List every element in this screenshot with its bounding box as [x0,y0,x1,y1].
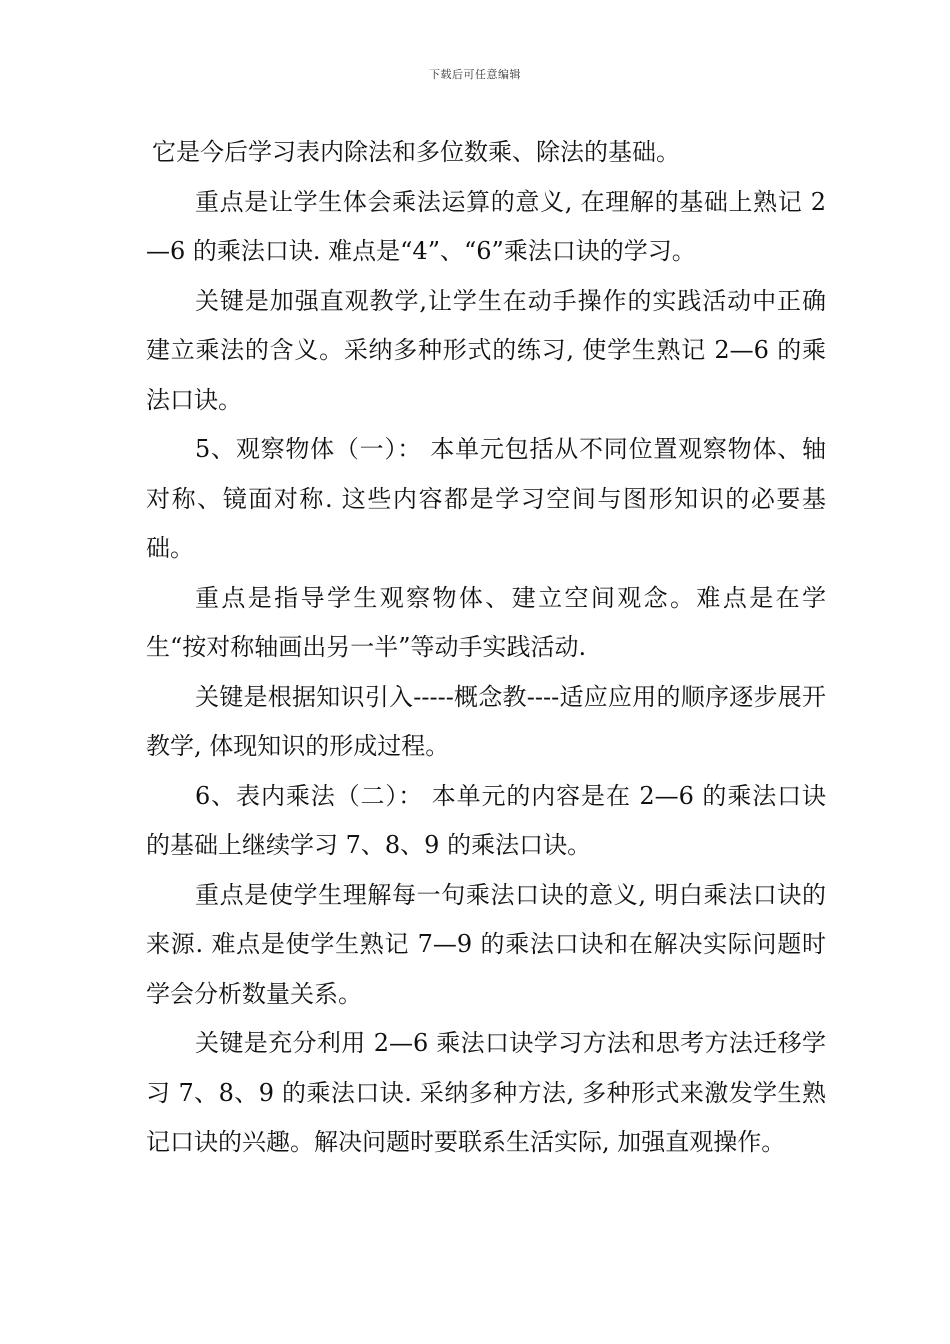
paragraph-9: 关键是充分利用 2—6 乘法口诀学习方法和思考方法迁移学习 7、8、9 的乘法口诀. 采纳多种方法, 多种形式来激发学生熟记口诀的兴趣。解决问题时要联系生活实际, 加强直观操作。 [146,1029,826,1156]
paragraph-2: 重点是让学生体会乘法运算的意义, 在理解的基础上熟记 2—6 的乘法口诀. 难点是“4”、“6”乘法口诀的学习。 [146,187,826,265]
paragraph-6: 关键是根据知识引入-----概念教----适应应用的顺序逐步展开教学, 体现知识的形成过程。 [146,682,826,760]
page-header: 下载后可任意编辑 [429,68,521,81]
document-body [146,128,826,1168]
paragraph-4: 5、观察物体（一）： 本单元包括从不同位置观察物体、轴对称、镜面对称. 这些内容都是学习空间与图形知识的必要基础。 [146,435,826,562]
paragraph-7: 6、表内乘法（二）： 本单元的内容是在 2—6 的乘法口诀的基础上继续学习 7、8、9 的乘法口诀。 [146,781,826,859]
paragraph-8: 重点是使学生理解每一句乘法口诀的意义, 明白乘法口诀的来源. 难点是使学生熟记 7—9 的乘法口诀和在解决实际问题时学会分析数量关系。 [146,880,826,1008]
paragraph-5: 重点是指导学生观察物体、建立空间观念。难点是在学生“按对称轴画出另一半”等动手实践活动. [146,583,826,661]
paragraph-3: 关键是加强直观教学,让学生在动手操作的实践活动中正确建立乘法的含义。采纳多种形式的练习, 使学生熟记 2—6 的乘法口诀。 [146,286,826,414]
paragraph-1: 它是今后学习表内除法和多位数乘、除法的基础。 [152,138,680,166]
